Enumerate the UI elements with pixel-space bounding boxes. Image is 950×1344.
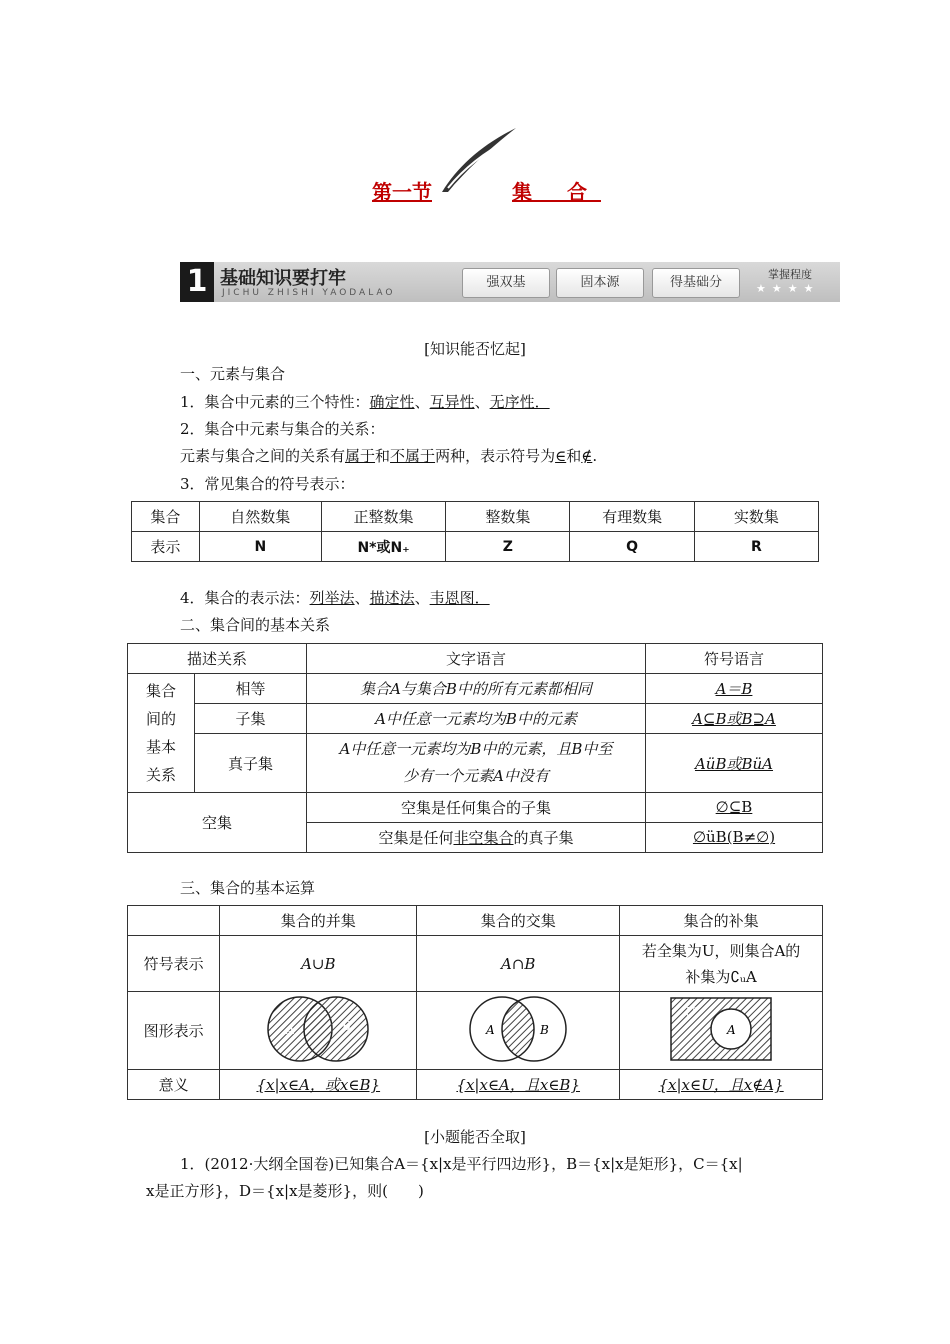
mastery-label: 掌握程度	[768, 268, 812, 281]
venn-label-b: B	[342, 1018, 352, 1033]
venn-label-u: U	[685, 1004, 696, 1019]
relation-text-content: 集合A与集合B中的所有元素都相同	[360, 680, 592, 699]
term-unorderedness: 无序性．	[489, 393, 550, 411]
banner-button-2[interactable]: 固本源	[556, 268, 644, 298]
section-topic: 集 合	[512, 180, 601, 204]
group-label-line: 关系	[145, 765, 176, 784]
empty-set-symbol-content: ∅⊆B	[715, 798, 753, 817]
table-header-cell: 正整数集	[321, 502, 445, 532]
term-belongs: 属于	[345, 447, 376, 465]
part1-item2: 2．集合中元素与集合的关系：	[180, 420, 385, 438]
item2-text-c: 两种，表示符号为	[435, 447, 556, 465]
empty-text-b: 的真子集	[513, 828, 574, 847]
table-header-cell: 整数集	[446, 502, 570, 532]
empty-set-text: 空集是任何集合的子集	[307, 792, 646, 822]
set-relations-table	[127, 643, 823, 853]
part1-item3: 3．常见集合的符号表示：	[180, 475, 355, 493]
empty-set-text	[307, 822, 646, 852]
intersection-meaning	[417, 1070, 620, 1100]
relation-text-line: A中任意一元素均为B中的元素，且B中至	[339, 740, 613, 759]
table-cell: Z	[446, 532, 570, 562]
table-header-cell: 自然数集	[199, 502, 321, 532]
page-title	[0, 176, 950, 206]
table-header-cell: 集合的补集	[620, 906, 823, 936]
union-meaning-content: {x|x∈A，或x∈B}	[256, 1076, 381, 1094]
empty-set-symbol	[646, 822, 823, 852]
number-sets-table	[131, 501, 819, 562]
relation-group-label	[128, 674, 195, 793]
symbol-not-in: ∉	[581, 447, 593, 465]
symbol-in: ∈	[555, 447, 567, 465]
table-header-cell: 集合	[132, 502, 200, 532]
table-cell: Q	[570, 532, 694, 562]
complement-line: 补集为∁ᵤA	[685, 967, 757, 986]
relation-symbol	[646, 734, 823, 792]
section-number: 第一节	[372, 180, 432, 204]
table-header-cell: 集合的交集	[417, 906, 620, 936]
relation-symbol	[646, 674, 823, 704]
group-label-line: 集合	[145, 681, 176, 700]
term-definiteness: 确定性	[369, 393, 415, 411]
relation-symbol-content: A＝B	[715, 680, 753, 699]
question1-line2: x是正方形}，D＝{x|x是菱形}，则( )	[146, 1182, 424, 1200]
table-header-cell	[128, 906, 220, 936]
term-description: 描述法	[369, 589, 415, 607]
union-meaning	[220, 1070, 417, 1100]
item2-text-d: 和	[566, 447, 582, 465]
intersection-venn-diagram	[448, 994, 588, 1064]
complement-figure	[620, 992, 823, 1070]
table-header-cell: 集合的并集	[220, 906, 417, 936]
question1-line1: 1．(2012·大纲全国卷)已知集合A＝{x|x是平行四边形}，B＝{x|x是矩形}，C＝{x|	[180, 1155, 743, 1173]
complement-meaning-content: {x|x∈U，且x∉A}	[658, 1076, 784, 1094]
part1-item1: 1．集合中元素的三个特性：确定性、互异性、无序性．	[180, 393, 550, 411]
intersection-figure	[417, 992, 620, 1070]
term-distinctness: 互异性	[429, 393, 475, 411]
table-cell: R	[694, 532, 818, 562]
term-enumeration: 列举法	[309, 589, 355, 607]
part3-heading: 三、集合的基本运算	[180, 879, 316, 897]
mastery-stars: ★★★★	[756, 282, 820, 295]
part1-item4: 4．集合的表示法：列举法、描述法、韦恩图．	[180, 589, 490, 607]
complement-line: 若全集为U，则集合A的	[641, 941, 801, 960]
union-venn-diagram	[248, 994, 388, 1064]
relation-text	[307, 704, 646, 734]
table-header-cell: 符号语言	[646, 644, 823, 674]
relation-text-line: 少有一个元素A中没有	[403, 767, 549, 786]
item1-prefix: 1．集合中元素的三个特性：	[180, 393, 370, 411]
relation-symbol-content: AüB或BüA	[694, 754, 774, 773]
item2-text-a: 元素与集合之间的关系有	[180, 447, 346, 465]
venn-label-a: A	[727, 1022, 736, 1037]
empty-set-symbol-content: ∅üB(B≠∅)	[692, 828, 776, 847]
row-label-meaning: 意义	[128, 1070, 220, 1100]
term-nonempty-set: 非空集合	[453, 828, 514, 847]
complement-symbol	[620, 936, 823, 992]
table-cell: N	[199, 532, 321, 562]
section-recall-heading: [知识能否忆起]	[424, 340, 526, 358]
item2-text-b: 和	[375, 447, 391, 465]
knowledge-banner	[180, 262, 840, 302]
item2-end: .	[592, 447, 598, 465]
part2-heading: 二、集合间的基本关系	[180, 616, 331, 634]
relation-symbol	[646, 704, 823, 734]
banner-number: 1	[180, 262, 214, 302]
part1-heading: 一、元素与集合	[180, 365, 286, 383]
complement-meaning	[620, 1070, 823, 1100]
table-header-cell: 有理数集	[570, 502, 694, 532]
set-operations-table	[127, 905, 823, 1100]
relation-name: 子集	[195, 704, 307, 734]
part1-item2-text	[180, 445, 597, 466]
group-label-line: 基本	[145, 737, 176, 756]
banner-button-3[interactable]: 得基础分	[652, 268, 740, 298]
empty-set-label: 空集	[128, 792, 307, 852]
relation-symbol-content: A⊆B或B⊇A	[692, 710, 776, 729]
venn-label-b: B	[540, 1022, 550, 1037]
empty-set-symbol	[646, 792, 823, 822]
table-header-cell: 文字语言	[307, 644, 646, 674]
venn-label-a: A	[486, 1022, 495, 1037]
union-figure	[220, 992, 417, 1070]
section-small-questions-heading: [小题能否全取]	[424, 1128, 526, 1146]
relation-text	[307, 734, 646, 792]
table-cell: 表示	[132, 532, 200, 562]
empty-text-a: 空集是任何	[378, 828, 454, 847]
relation-name: 相等	[195, 674, 307, 704]
union-symbol: A∪B	[220, 936, 417, 992]
table-header-cell: 实数集	[694, 502, 818, 532]
table-header-cell: 描述关系	[128, 644, 307, 674]
term-venn: 韦恩图．	[429, 589, 490, 607]
intersection-symbol: A∩B	[417, 936, 620, 992]
relation-name: 真子集	[195, 734, 307, 792]
venn-label-a: A	[286, 1022, 295, 1037]
item4-prefix: 4．集合的表示法：	[180, 589, 310, 607]
group-label-line: 间的	[145, 709, 176, 728]
term-not-belongs: 不属于	[390, 447, 436, 465]
banner-button-1[interactable]: 强双基	[462, 268, 550, 298]
relation-text	[307, 674, 646, 704]
row-label-figure: 图形表示	[128, 992, 220, 1070]
table-cell: N*或N₊	[321, 532, 445, 562]
row-label-symbol: 符号表示	[128, 936, 220, 992]
banner-pinyin: JICHU ZHISHI YAODALAO	[222, 288, 396, 298]
relation-text-content: A中任意一元素均为B中的元素	[375, 710, 577, 729]
complement-venn-diagram	[651, 994, 791, 1064]
intersection-meaning-content: {x|x∈A，且x∈B}	[456, 1076, 581, 1094]
banner-heading: 基础知识要打牢	[220, 268, 346, 289]
